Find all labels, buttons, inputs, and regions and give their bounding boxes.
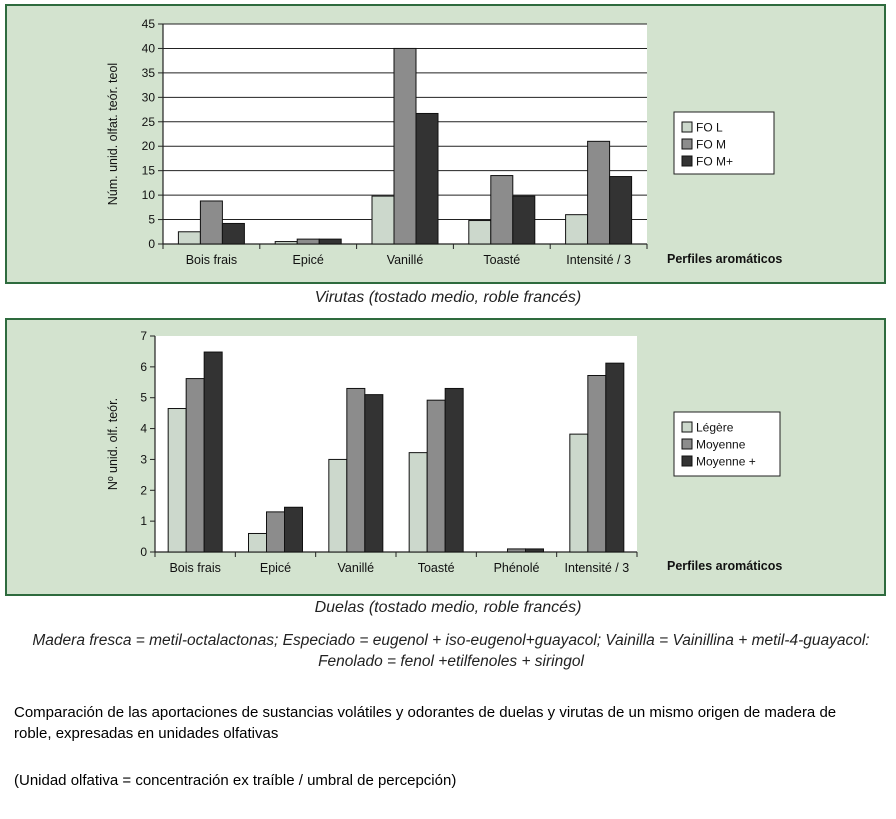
- bar: [588, 375, 606, 552]
- legend-swatch: [682, 439, 692, 449]
- olfactory-unit-note: (Unidad olfativa = concentración ex traíble / umbral de percepción): [14, 772, 457, 789]
- legend-swatch: [682, 422, 692, 432]
- x-tick-label: Bois frais: [185, 253, 238, 267]
- y-tick-label: 25: [141, 114, 155, 129]
- y-tick-label: 1: [140, 514, 147, 529]
- y-tick-label: 0: [140, 545, 147, 559]
- bar: [178, 232, 200, 244]
- y-tick-label: 2: [140, 483, 147, 498]
- bar: [566, 215, 588, 244]
- legend-label: FO L: [696, 120, 723, 135]
- y-tick-label: 30: [141, 90, 155, 105]
- x-tick-label: Vanillé: [386, 253, 424, 267]
- y-axis-label: Núm. unid. olfat. teór. teol: [106, 62, 120, 206]
- x-tick-label: Phénolé: [493, 561, 540, 575]
- legend-label: Moyenne +: [696, 454, 756, 469]
- y-tick-label: 3: [140, 452, 147, 467]
- y-tick-label: 6: [140, 359, 147, 374]
- legend-label: Moyenne: [696, 437, 746, 452]
- bar: [204, 352, 222, 552]
- bar: [329, 459, 347, 552]
- bar: [416, 113, 438, 244]
- chart-panel-duelas: [5, 318, 886, 596]
- y-tick-label: 35: [141, 65, 155, 80]
- bar: [267, 512, 285, 552]
- legend-swatch: [682, 456, 692, 466]
- y-tick-label: 20: [141, 139, 155, 154]
- legend-swatch: [682, 156, 692, 166]
- chart-panel-virutas: [5, 4, 886, 284]
- x-axis-label: Perfiles aromáticos: [667, 252, 783, 266]
- bar: [394, 48, 416, 244]
- bar: [275, 242, 297, 244]
- y-tick-label: 45: [141, 17, 155, 31]
- y-tick-label: 0: [148, 237, 155, 251]
- bar: [168, 409, 186, 552]
- duelas-caption: Duelas (tostado medio, roble francés): [314, 599, 582, 616]
- bar: [427, 400, 445, 552]
- x-tick-label: Intensité / 3: [564, 561, 630, 575]
- legend-swatch: [682, 122, 692, 132]
- y-tick-label: 10: [141, 188, 155, 203]
- bar: [570, 434, 588, 552]
- bar: [610, 177, 632, 244]
- x-tick-label: Toasté: [417, 561, 455, 575]
- y-tick-label: 15: [141, 163, 155, 178]
- y-tick-label: 7: [140, 329, 147, 343]
- x-tick-label: Intensité / 3: [566, 253, 631, 267]
- bar: [409, 453, 427, 552]
- bar: [347, 388, 365, 552]
- x-tick-label: Epicé: [292, 253, 324, 267]
- virutas-caption: Virutas (tostado medio, roble francés): [314, 289, 582, 306]
- bar: [606, 363, 624, 552]
- bar: [186, 379, 204, 552]
- bar: [372, 196, 394, 244]
- bar: [469, 221, 491, 244]
- y-tick-label: 4: [140, 421, 147, 436]
- bar: [588, 141, 610, 244]
- bar: [297, 239, 319, 244]
- bar: [513, 196, 535, 244]
- bar: [491, 176, 513, 244]
- bar: [508, 549, 526, 552]
- figure-description: Comparación de las aportaciones de sustancias volátiles y odorantes de duelas y virutas de un mismo origen de madera de roble, expresadas en unidades olfativas: [14, 704, 837, 742]
- x-tick-label: Toasté: [483, 253, 521, 267]
- virutas-chart: [7, 6, 884, 282]
- bar: [222, 223, 244, 244]
- bar: [445, 388, 463, 552]
- bar: [365, 395, 383, 552]
- x-tick-label: Epicé: [259, 561, 292, 575]
- legend-swatch: [682, 139, 692, 149]
- plot-area: [155, 336, 637, 552]
- bar: [200, 201, 222, 244]
- legend-label: Légère: [696, 420, 734, 435]
- y-tick-label: 5: [148, 212, 155, 227]
- x-tick-label: Bois frais: [169, 561, 221, 575]
- compound-definitions: Madera fresca = metil-octalactonas; Especiado = eugenol + iso-eugenol+guayacol; Vainilla = Vainillina + metil-4-guayacol: Fenolado = fenol +etilfenoles + siringol: [32, 632, 870, 670]
- y-tick-label: 40: [141, 41, 155, 56]
- bar: [526, 549, 544, 552]
- y-tick-label: 5: [140, 390, 147, 405]
- x-axis-label: Perfiles aromáticos: [667, 559, 783, 573]
- legend-label: FO M: [696, 137, 726, 152]
- legend-label: FO M+: [696, 154, 734, 169]
- bar: [249, 533, 267, 552]
- y-axis-label: Nº unid. olf. teór.: [106, 397, 120, 491]
- bar: [319, 239, 341, 244]
- duelas-chart: [7, 320, 884, 594]
- bar: [285, 507, 303, 552]
- x-tick-label: Vanillé: [337, 561, 375, 575]
